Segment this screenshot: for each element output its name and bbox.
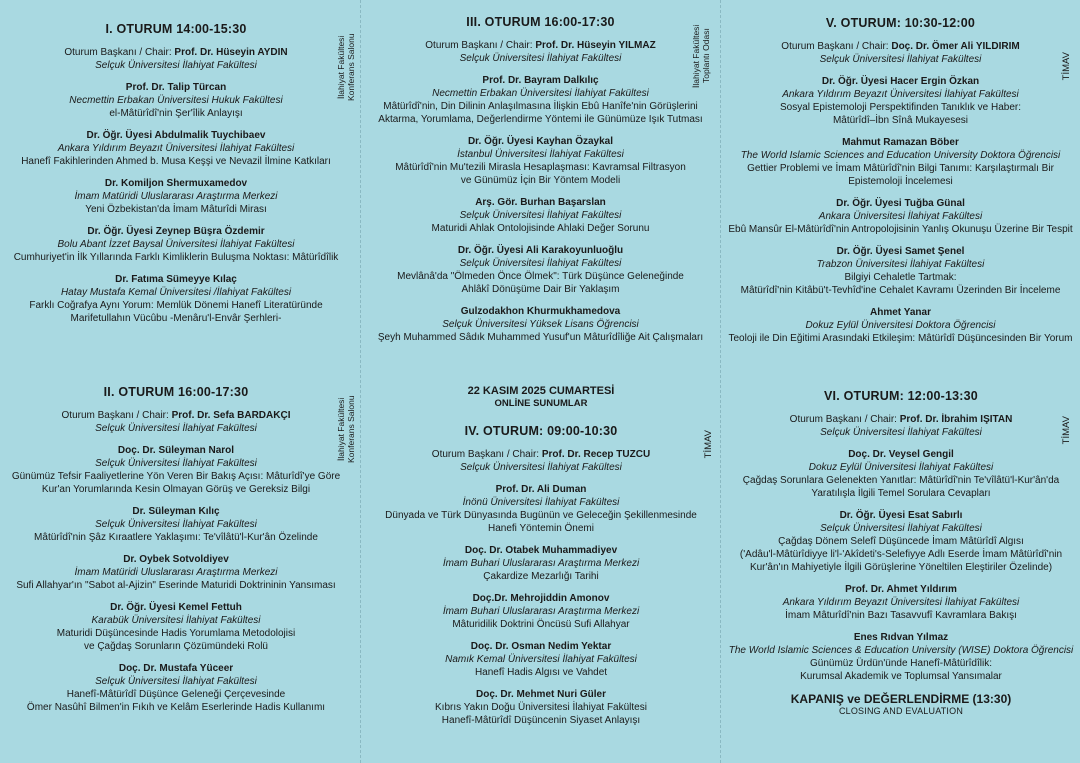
- column-middle: [360, 0, 720, 763]
- talk-item: [369, 135, 712, 187]
- s1-body: [8, 46, 344, 325]
- talk-item: [369, 688, 713, 727]
- speaker-name: Doç. Dr. Veysel Gengil: [848, 449, 954, 460]
- speaker-institution: Selçuk Üniversitesi İlahiyat Fakültesi: [95, 458, 257, 469]
- talk-title-line: Maturidi Düşüncesinde Hadis Yorumlama Metodolojisi: [56, 628, 296, 639]
- talk-item: [8, 444, 344, 496]
- speaker-name: Doç. Dr. Mustafa Yüceer: [118, 663, 234, 674]
- speaker-name: Doç. Dr. Mehmet Nuri Güler: [475, 689, 607, 700]
- talk-title-line: ve Çağdaş Sorunların Çözümündeki Rolü: [84, 641, 268, 652]
- talk-item: [727, 583, 1075, 622]
- talk-title-line: Teoloji ile Din Eğitimi Arasındaki Etkileşim: Mâtürîdî Düşüncesinden Bir Yorum: [728, 333, 1073, 344]
- talk-title: [727, 609, 1075, 622]
- speaker-name: Prof. Dr. Talip Türcan: [125, 82, 227, 93]
- speaker-name: Dr. Öğr. Üyesi Tuğba Günal: [836, 198, 965, 209]
- talk-item: [369, 592, 713, 631]
- speaker-institution: Dokuz Eylül Üniversitesi Doktora Öğrencisi: [805, 320, 996, 331]
- date-heading: 22 KASIM 2025 CUMARTESİ: [467, 385, 615, 397]
- talk-title-line: İmam Mâturîdî'nin Bazı Tasavvufî Kavramlara Bakışı: [785, 610, 1017, 621]
- venue-label: İlahiyat Fakültesi Konferans Salonu: [336, 33, 356, 101]
- talk-item: [727, 197, 1074, 236]
- speaker-institution: Necmettin Erbakan Üniversitesi İlahiyat Fakültesi: [432, 88, 649, 99]
- chair-institution: Selçuk Üniversitesi İlahiyat Fakültesi: [459, 53, 622, 64]
- talk-title: [369, 222, 712, 235]
- talk-item: [727, 136, 1074, 188]
- talk-item: [369, 544, 713, 583]
- talk-title: [369, 570, 713, 583]
- speaker-institution: Ankara Yıldırım Beyazıt Üniversitesi İlahiyat Fakültesi: [782, 597, 1020, 608]
- speaker-name: Dr. Fatıma Sümeyye Kılaç: [115, 274, 237, 285]
- session-title: II. OTURUM 16:00-17:30: [103, 385, 249, 399]
- talk-item: [369, 74, 712, 126]
- speaker-institution: Kıbrıs Yakın Doğu Üniversitesi İlahiyat Fakültesi: [435, 702, 647, 713]
- talk-title-line: Mâtürîdî'nin, Din Dilinin Anlaşılmasına İlişkin Ebû Hanîfe'nin Görüşlerini: [383, 101, 698, 112]
- talk-item: [727, 75, 1074, 127]
- speaker-institution: Selçuk Üniversitesi İlahiyat Fakültesi: [95, 519, 257, 530]
- talk-title-line: Günümüz Tefsir Faaliyetlerine Yön Veren Bir Bakış Açısı: Mâturîdî'ye Göre: [11, 471, 341, 482]
- speaker-name: Ahmet Yanar: [870, 307, 931, 318]
- talk-title: [369, 161, 712, 187]
- talk-title-line: Ömer Nasûhî Bilmen'in Fıkıh ve Kelâm Eserlerinde Hadis Kullanımı: [26, 702, 326, 713]
- talk-title: [8, 688, 344, 714]
- talk-title-line: Çağdaş Sorunlara Gelenekten Yanıtlar: Mâtürîdî'nin Te'vîlâtü'l-Kur'ân'da: [742, 475, 1060, 486]
- speaker-name: Mahmut Ramazan Böber: [842, 137, 959, 148]
- talk-title: [727, 535, 1075, 574]
- s5-body: [727, 40, 1074, 345]
- speaker-institution: Selçuk Üniversitesi İlahiyat Fakültesi: [459, 210, 622, 221]
- speaker-institution: Dokuz Eylül Üniversitesi İlahiyat Fakültesi: [808, 462, 994, 473]
- talk-title: [369, 714, 713, 727]
- talk-item: [8, 601, 344, 653]
- speaker-name: Doç.Dr. Mehrojiddin Amonov: [472, 593, 610, 604]
- talk-item: [8, 505, 344, 544]
- speaker-institution: Ankara Yıldırım Beyazıt Üniversitesi İlahiyat Fakültesi: [57, 143, 295, 154]
- speaker-institution: İmam Matüridi Uluslararası Araştırma Merkezi: [74, 567, 278, 578]
- talk-title: [8, 203, 344, 216]
- speaker-name: Dr. Öğr. Üyesi Ali Karakoyunluoğlu: [457, 245, 624, 256]
- chair-prefix: Oturum Başkanı / Chair:: [781, 41, 892, 52]
- talk-title-line: Mâtürîdî'nin Mu'tezili Mirasla Hesaplaşması: Kavramsal Filtrasyon: [395, 162, 686, 173]
- talk-title-line: Mâtürîdî'nin Şâz Kıraatlere Yaklaşımı: Te'vîlâtü'l-Kur'ân Özelinde: [34, 532, 318, 543]
- talk-title-line: Çakardize Mezarlığı Tarihi: [483, 571, 599, 582]
- talk-item: [727, 306, 1074, 345]
- closing-subtitle: CLOSING AND EVALUATION: [838, 706, 964, 716]
- speaker-name: Dr. Öğr. Üyesi Abdulmalik Tuychibaev: [86, 130, 266, 141]
- talk-title-line: Yeni Özbekistan'da İmam Mâturîdi Mirası: [85, 204, 267, 215]
- speaker-institution: Selçuk Üniversitesi İlahiyat Fakültesi: [820, 523, 982, 534]
- talk-item: [369, 196, 712, 235]
- talk-title-line: Aktarma, Yorumlama, Değerlendirme Yöntemi ile Günümüze Işık Tutması: [378, 114, 703, 125]
- s2-body: [8, 409, 344, 714]
- chair-name: Prof. Dr. Sefa BARDAKÇI: [171, 410, 291, 421]
- venue-label: TİMAV: [1061, 52, 1072, 81]
- speaker-institution: İmam Buhari Uluslararası Araştırma Merkezi: [442, 606, 640, 617]
- column-right: [720, 0, 1080, 763]
- session-title: IV. OTURUM: 09:00-10:30: [464, 424, 618, 438]
- chair-institution: Selçuk Üniversitesi İlahiyat Fakültesi: [95, 423, 257, 434]
- talk-title: [727, 162, 1074, 188]
- chair-institution: Selçuk Üniversitesi İlahiyat Fakültesi: [95, 60, 257, 71]
- session-title: I. OTURUM 14:00-15:30: [105, 22, 247, 36]
- talk-item: [727, 245, 1074, 297]
- chair-prefix: Oturum Başkanı / Chair:: [425, 40, 536, 51]
- talk-title-line: Mâturidilik Doktrini Öncüsü Sufi Allahyar: [452, 619, 630, 630]
- s4-body: [369, 448, 713, 727]
- chair-block: [369, 39, 712, 65]
- venue-label: İlahiyat Fakültesi Toplantı Odası: [691, 24, 711, 88]
- speaker-institution: Selçuk Üniversitesi Yüksek Lisans Öğrencisi: [442, 319, 639, 330]
- speaker-name: Doç. Dr. Süleyman Narol: [117, 445, 235, 456]
- chair-institution: Selçuk Üniversitesi İlahiyat Fakültesi: [819, 54, 982, 65]
- talk-item: [727, 509, 1075, 574]
- talk-title-line: Ahlâkî Dönüşüme Dair Bir Yaklaşım: [461, 284, 620, 295]
- speaker-institution: İnönü Üniversitesi İlahiyat Fakültesi: [462, 497, 620, 508]
- talk-title-line: Çağdaş Dönem Selefî Düşüncede İmam Mâtürîdî Algısı: [778, 536, 1024, 547]
- speaker-institution: Selçuk Üniversitesi İlahiyat Fakültesi: [95, 676, 257, 687]
- speaker-name: Dr. Öğr. Üyesi Kemel Fettuh: [110, 602, 242, 613]
- talk-title: [8, 579, 344, 592]
- talk-title: [727, 657, 1075, 683]
- talk-title: [369, 331, 712, 344]
- talk-title-line: Hanefî-Mâtürîdî Düşünce Geleneği Çerçevesinde: [66, 689, 286, 700]
- talk-title-line: Günümüz Ürdün'ünde Hanefî-Mâtürîdîlik:: [810, 658, 992, 669]
- chair-name: Prof. Dr. Hüseyin AYDIN: [174, 47, 288, 58]
- talk-title-line: Yaratılışla İlgili Temel Sorulara Cevapları: [811, 488, 991, 499]
- talk-title: [369, 666, 713, 679]
- speaker-institution: Hatay Mustafa Kemal Üniversitesi /İlahiyat Fakültesi: [60, 287, 292, 298]
- speaker-name: Dr. Öğr. Üyesi Samet Şenel: [836, 246, 965, 257]
- talk-title-line: el-Mâtürîdî'nin Şer'îlik Anlayışı: [109, 108, 243, 119]
- session-title: III. OTURUM 16:00-17:30: [466, 15, 615, 29]
- chair-block: [8, 46, 344, 72]
- speaker-institution: Namık Kemal Üniversitesi İlahiyat Fakültesi: [445, 654, 637, 665]
- talk-title: [8, 107, 344, 120]
- speaker-name: Enes Rıdvan Yılmaz: [853, 632, 949, 643]
- session-title: V. OTURUM: 10:30-12:00: [825, 16, 976, 30]
- talk-title-line: Bilgiyi Cehaletle Tartmak:: [844, 272, 957, 283]
- chair-prefix: Oturum Başkanı / Chair:: [431, 449, 542, 460]
- column-left: [0, 0, 360, 763]
- talk-title: [727, 271, 1074, 297]
- speaker-institution: The World Islamic Sciences & Education University (WISE) Doktora Öğrencisi: [728, 645, 1074, 656]
- speaker-institution: Necmettin Erbakan Üniversitesi Hukuk Fakültesi: [69, 95, 283, 106]
- talk-item: [8, 553, 344, 592]
- session-title: VI. OTURUM: 12:00-13:30: [824, 389, 978, 403]
- talk-item: [727, 631, 1075, 683]
- talk-title-line: Dünyada ve Türk Dünyasında Bugünün ve Geleceğin Şekillenmesinde: [385, 510, 697, 521]
- talk-title: [8, 627, 344, 653]
- speaker-name: Prof. Dr. Bayram Dalkılıç: [482, 75, 599, 86]
- talk-title: [369, 100, 712, 126]
- chair-prefix: Oturum Başkanı / Chair:: [61, 410, 172, 421]
- talk-title: [8, 531, 344, 544]
- talk-title: [727, 223, 1074, 236]
- chair-institution: Selçuk Üniversitesi İlahiyat Fakültesi: [820, 427, 982, 438]
- chair-block: [727, 413, 1075, 439]
- closing-title: KAPANIŞ ve DEĞERLENDİRME (13:30): [790, 692, 1012, 706]
- talk-title-line: Cumhuriyet'in İlk Yıllarında Farklı Kimliklerin Buluşma Noktası: Mâtürîdîlik: [13, 252, 339, 263]
- talk-title: [727, 474, 1075, 500]
- speaker-name: Dr. Öğr. Üyesi Hacer Ergin Özkan: [821, 76, 980, 87]
- talk-title-line: Kur'ân'ın Mahiyetiyle İlgili Görüşlerine Yöneltilen Eleştiriler Özelinde): [749, 562, 1053, 573]
- talk-title-line: Hanefi Yöntemin Önemi: [488, 523, 594, 534]
- speaker-name: Dr. Süleyman Kılıç: [132, 506, 220, 517]
- talk-title: [727, 332, 1074, 345]
- chair-block: [369, 448, 713, 474]
- s6-body: [727, 413, 1075, 683]
- venue-label: İlahiyat Fakültesi Konferans Salonu: [336, 395, 356, 463]
- speaker-institution: Ankara Yıldırım Beyazıt Üniversitesi İlahiyat Fakültesi: [782, 89, 1019, 100]
- chair-name: Prof. Dr. Hüseyin YILMAZ: [535, 40, 656, 51]
- talk-title-line: Sosyal Epistemoloji Perspektifinden Tanıklık ve Haber:: [779, 102, 1022, 113]
- talk-title: [8, 251, 344, 264]
- talk-title-line: Hanefî Hadis Algısı ve Vahdet: [474, 667, 608, 678]
- talk-item: [8, 225, 344, 264]
- talk-title: [8, 155, 344, 168]
- speaker-name: Dr. Oybek Sotvoldiyev: [123, 554, 229, 565]
- chair-institution: Selçuk Üniversitesi İlahiyat Fakültesi: [460, 462, 622, 473]
- speaker-institution: The World Islamic Sciences and Education University Doktora Öğrencisi: [740, 150, 1061, 161]
- chair-prefix: Oturum Başkanı / Chair:: [789, 414, 900, 425]
- speaker-institution: İmam Matüridi Uluslararası Araştırma Merkezi: [74, 191, 278, 202]
- talk-title-line: Hanefî Fakihlerinden Ahmed b. Musa Keşşi ve Nevazil İlmine Katkıları: [21, 156, 331, 167]
- speaker-name: Gulzodakhon Khurmukhamedova: [460, 306, 621, 317]
- talk-title-line: Kurumsal Akademik ve Toplumsal Yansımalar: [800, 671, 1002, 682]
- speaker-institution: Bolu Abant İzzet Baysal Üniversitesi İlahiyat Fakültesi: [57, 239, 295, 250]
- talk-item: [369, 483, 713, 535]
- talk-title-line: ve Günümüz İçin Bir Yöntem Modeli: [460, 175, 621, 186]
- talk-item: [8, 81, 344, 120]
- talk-item: [8, 662, 344, 714]
- talk-title-line: Mâtürîdî–İbn Sînâ Mukayesesi: [832, 115, 969, 126]
- talk-item: [369, 244, 712, 296]
- talk-title: [8, 299, 344, 325]
- speaker-name: Prof. Dr. Ahmet Yıldırım: [845, 584, 957, 595]
- talk-title-line: Kur'an Yorumlarında Kesin Olmayan Görüş ve Gereksiz Bilgi: [41, 484, 311, 495]
- talk-title: [369, 509, 713, 535]
- speaker-name: Dr. Öğr. Üyesi Kayhan Özaykal: [467, 136, 614, 147]
- talk-title-line: Mevlânâ'da "Ölmeden Önce Ölmek": Türk Düşünce Geleneğinde: [397, 271, 684, 282]
- talk-item: [369, 640, 713, 679]
- talk-title-line: Hanefî-Mâtürîdî Düşüncenin Siyaset Anlayışı: [441, 715, 641, 726]
- speaker-institution: İmam Buhari Uluslararası Araştırma Merkezi: [442, 558, 640, 569]
- venue-label: TİMAV: [1061, 416, 1072, 445]
- talk-item: [8, 177, 344, 216]
- venue-label: TİMAV: [703, 430, 714, 459]
- talk-title: [8, 470, 344, 496]
- talk-title-line: Marifetullahın Vücûbu -Menâru'l-Envâr Şerhleri-: [70, 313, 282, 324]
- speaker-name: Doç. Dr. Otabek Muhammadiyev: [464, 545, 618, 556]
- talk-item: [8, 129, 344, 168]
- speaker-name: Prof. Dr. Ali Duman: [495, 484, 587, 495]
- speaker-institution: Karabük Üniversitesi İlahiyat Fakültesi: [91, 615, 261, 626]
- chair-name: Prof. Dr. İbrahim IŞITAN: [899, 414, 1013, 425]
- talk-title: [369, 618, 713, 631]
- chair-prefix: Oturum Başkanı / Chair:: [64, 47, 175, 58]
- speaker-name: Doç. Dr. Osman Nedim Yektar: [470, 641, 612, 652]
- chair-block: [727, 40, 1074, 66]
- chair-name: Doç. Dr. Ömer Ali YILDIRIM: [891, 41, 1020, 52]
- speaker-name: Dr. Öğr. Üyesi Zeynep Büşra Özdemir: [87, 226, 265, 237]
- talk-title-line: ('Adâu'l-Mâtürîdiyye li'l-'Akîdeti's-Selefiyye Adlı Eserde İmam Mâtürîdî'nin: [739, 549, 1063, 560]
- talk-item: [727, 448, 1075, 500]
- speaker-name: Dr. Öğr. Üyesi Esat Sabırlı: [839, 510, 963, 521]
- talk-title: [727, 101, 1074, 127]
- talk-title-line: Epistemoloji İncelemesi: [848, 176, 953, 187]
- speaker-institution: Ankara Üniversitesi İlahiyat Fakültesi: [818, 211, 983, 222]
- speaker-name: Dr. Komiljon Shermuxamedov: [104, 178, 248, 189]
- talk-title-line: Gettier Problemi ve İmam Mâtürîdî'nin Bilgi Tanımı: Karşılaştırmalı Bir: [747, 163, 1054, 174]
- talk-title-line: Maturidi Ahlak Ontolojisinde Ahlaki Değer Sorunu: [431, 223, 650, 234]
- s3-body: [369, 39, 712, 344]
- talk-title: [369, 270, 712, 296]
- chair-block: [8, 409, 344, 435]
- talk-item: [8, 273, 344, 325]
- speaker-institution: Selçuk Üniversitesi İlahiyat Fakültesi: [459, 258, 622, 269]
- talk-title-line: Mâtürîdî'nin Kitâbü't-Tevhîd'ine Cehalet Kavramı Üzerinden Bir İnceleme: [740, 285, 1061, 296]
- chair-name: Prof. Dr. Recep TUZCU: [541, 449, 651, 460]
- talk-title-line: Şeyh Muhammed Sâdık Muhammed Yusuf'un Mâturîdîliğe Ait Çalışmaları: [377, 332, 704, 343]
- date-subtitle: ONLİNE SUNUMLAR: [494, 398, 588, 409]
- talk-title-line: Sufi Allahyar'ın "Sabot al-Ajizin" Eserinde Maturidi Doktrininin Yansıması: [16, 580, 336, 591]
- speaker-institution: Trabzon Üniversitesi İlahiyat Fakültesi: [816, 259, 985, 270]
- speaker-name: Arş. Gör. Burhan Başarslan: [475, 197, 606, 208]
- talk-item: [369, 305, 712, 344]
- speaker-institution: İstanbul Üniversitesi İlahiyat Fakültesi: [457, 149, 624, 160]
- talk-title-line: Ebû Mansûr El-Mâtürîdî'nin Antropolojisinin Yanlış Okunuşu Üzerine Bir Tespit: [728, 224, 1073, 235]
- talk-title-line: Farklı Coğrafya Aynı Yorum: Memlük Dönemi Hanefî Literatüründe: [29, 300, 323, 311]
